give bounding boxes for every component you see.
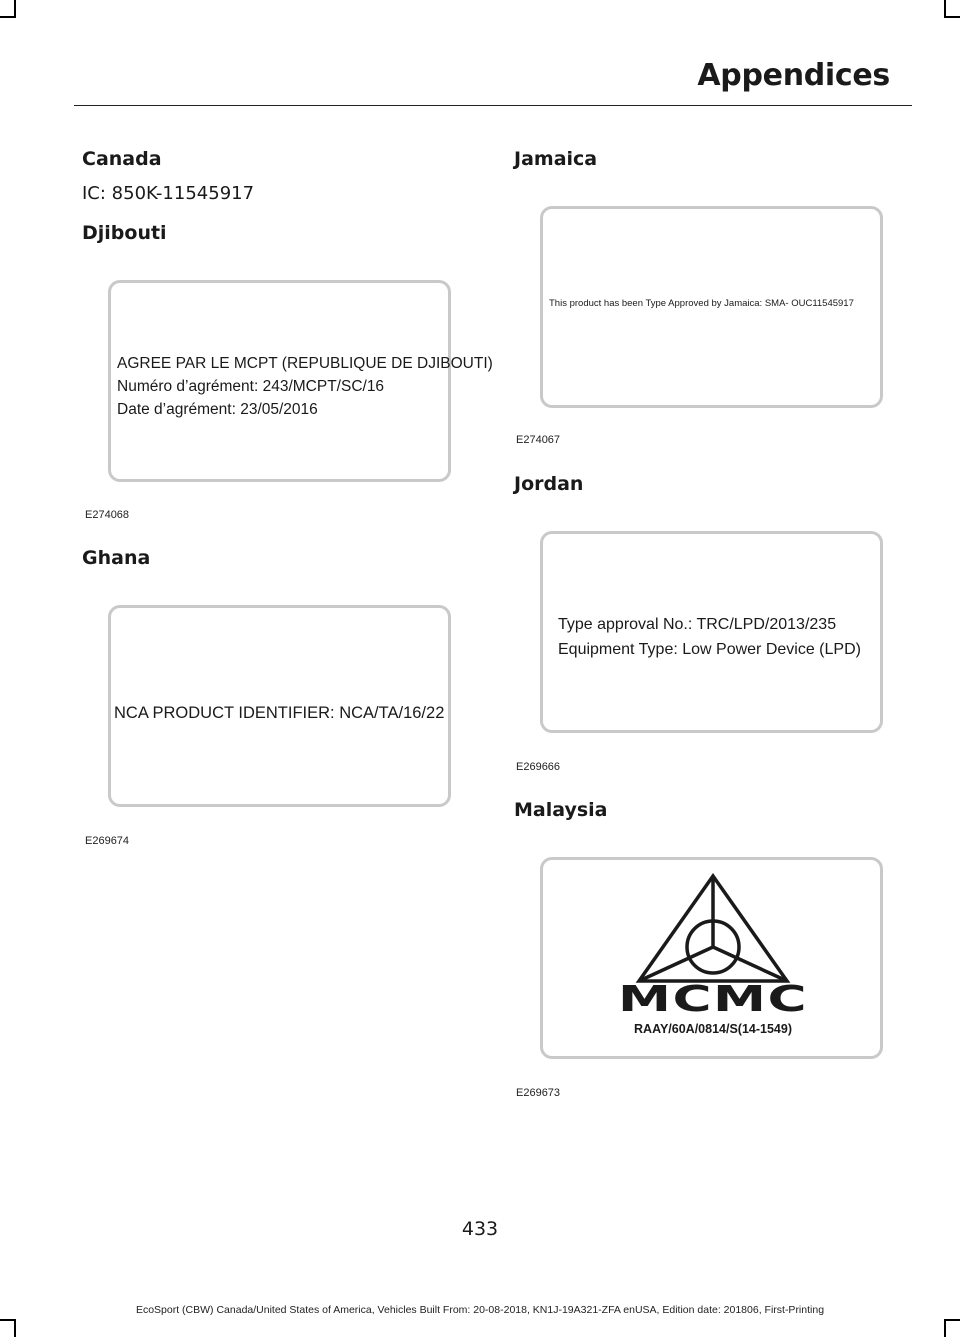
mcmc-logo-icon bbox=[543, 860, 880, 1056]
ghana-label-text: NCA PRODUCT IDENTIFIER: NCA/TA/16/22 bbox=[114, 704, 445, 722]
heading-djibouti: Djibouti bbox=[82, 222, 167, 244]
heading-jordan: Jordan bbox=[514, 473, 584, 495]
heading-canada: Canada bbox=[82, 148, 162, 170]
crop-mark bbox=[944, 16, 960, 18]
malaysia-approval-label bbox=[540, 857, 883, 1059]
crop-mark bbox=[0, 16, 16, 18]
page-title: Appendices bbox=[697, 58, 890, 93]
djibouti-label-text bbox=[117, 352, 493, 421]
figure-code: E269674 bbox=[85, 835, 130, 847]
djibouti-label-line: Numéro d’agrément: 243/MCPT/SC/16 bbox=[117, 378, 385, 395]
figure-code: E274067 bbox=[516, 434, 561, 446]
jamaica-approval-label bbox=[540, 206, 883, 408]
header-rule bbox=[74, 105, 912, 106]
heading-malaysia: Malaysia bbox=[514, 799, 608, 821]
heading-ghana: Ghana bbox=[82, 547, 151, 569]
figure-code: E269673 bbox=[516, 1087, 561, 1099]
figure-code: E274068 bbox=[85, 509, 130, 521]
ghana-approval-label bbox=[108, 605, 451, 807]
jordan-approval-label bbox=[540, 531, 883, 733]
crop-mark bbox=[14, 1319, 16, 1337]
heading-jamaica: Jamaica bbox=[514, 148, 598, 170]
djibouti-approval-label bbox=[108, 280, 493, 482]
canada-ic-number: IC: 850K-11545917 bbox=[82, 183, 255, 204]
mcmc-logo-text: MCMC bbox=[618, 979, 808, 1020]
crop-mark bbox=[0, 1319, 16, 1321]
djibouti-label-line: AGREE PAR LE MCPT (REPUBLIQUE DE DJIBOUTI) bbox=[117, 355, 493, 372]
djibouti-label-line: Date d’agrément: 23/05/2016 bbox=[117, 401, 318, 418]
jordan-label-line: Equipment Type: Low Power Device (LPD) bbox=[558, 641, 861, 658]
figure-code: E269666 bbox=[516, 761, 561, 773]
footer-text: EcoSport (CBW) Canada/United States of America, Vehicles Built From: 20-08-2018, KN1J-19A321-ZFA enUSA, Edition date: 201806, First-Printing bbox=[135, 1304, 825, 1316]
malaysia-label-text: RAAY/60A/0814/S(14-1549) bbox=[634, 1022, 792, 1036]
jamaica-label-text: This product has been Type Approved by Jamaica: SMA- OUC11545917 bbox=[549, 298, 854, 309]
jordan-label-text bbox=[558, 612, 861, 662]
crop-mark bbox=[944, 1319, 960, 1321]
page-number: 433 bbox=[461, 1218, 499, 1240]
jordan-label-line: Type approval No.: TRC/LPD/2013/235 bbox=[558, 616, 837, 633]
crop-mark bbox=[944, 1319, 946, 1337]
